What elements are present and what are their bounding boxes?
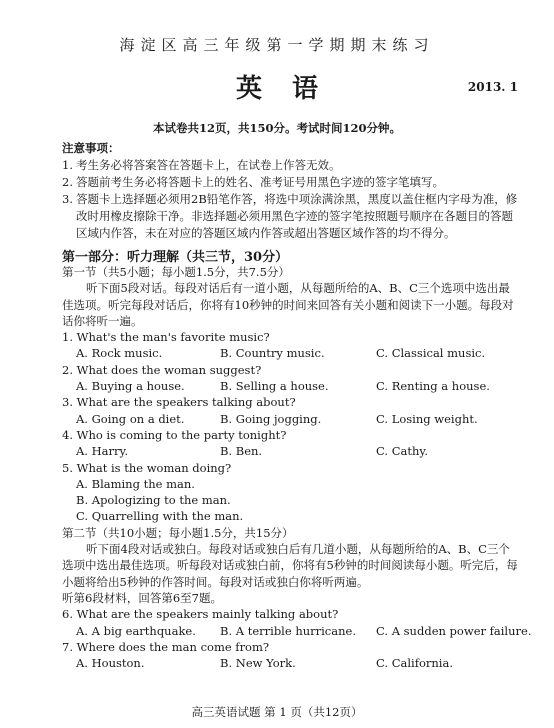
option-c: C. Quarrelling with the man. (76, 509, 244, 524)
option-b: B. A terrible hurricane. (220, 623, 356, 638)
question-7 (62, 639, 520, 672)
section2-instructions: 听下面4段对话或独白。每段对话或独白后有几道小题，从每题所给的A、B、C三个选项中选出最佳选项。听每段对话或独白前，你将有5秒钟的时间阅读每小题。听完后，每小题将给出5秒钟的作答时间。每段对话或独白你将听两遍。 (62, 542, 518, 589)
section1 (62, 264, 520, 525)
question-2 (62, 362, 520, 395)
option-b: B. Selling a house. (220, 379, 329, 394)
school-title: 海淀区高三年级第一学期期末练习 (119, 36, 435, 54)
question-1 (62, 329, 520, 362)
notice-item (62, 157, 518, 174)
part1-title: 第一部分：听力理解（共三节，30分） (62, 250, 289, 265)
option-c: C. Renting a house. (376, 379, 490, 394)
notice-section (62, 140, 518, 242)
notice-item-text: 答题前考生务必将答题卡上的姓名、准考证号用黑色字迹的签字笔填写。 (76, 175, 444, 189)
options-row (62, 655, 520, 671)
question-4 (62, 427, 520, 460)
notice-item (62, 174, 518, 191)
question-6 (62, 606, 532, 639)
option-b: B. Ben. (220, 444, 263, 459)
option-a: A. Going on a diet. (76, 411, 185, 426)
section2 (62, 525, 532, 672)
option-c: C. California. (376, 656, 453, 671)
option-a: A. Harry. (76, 444, 129, 459)
notice-item-text: 考生务必将答案答在答题卡上，在试卷上作答无效。 (76, 158, 341, 172)
notice-item-text: 答题卡上选择题必须用2B铅笔作答，将选中项涂满涂黑，黑度以盖住框内字母为准，修改时用橡皮擦除干净。非选择题必须用黑色字迹的签字笔按照题号顺序在各题目的答题区域内作答，未在对应的答题区域内作答或超出答题区域作答的均不得分。 (76, 192, 518, 240)
section2-heading: 第二节（共10小题；每小题1.5分，共15分） (62, 525, 294, 540)
listening-content (62, 264, 532, 671)
option-c: C. A sudden power failure. (376, 623, 532, 638)
option-b: B. Going jogging. (220, 411, 322, 426)
option-c: C. Classical music. (376, 346, 486, 361)
exam-year: 2013. 1 (467, 80, 518, 94)
options-row (62, 443, 520, 459)
option-c: C. Losing weight. (376, 411, 478, 426)
section1-heading: 第一节（共5小题；每小题1.5分，共7.5分） (62, 265, 290, 279)
notice-item (62, 191, 518, 242)
question-stem: 2. What does the woman suggest? (62, 362, 262, 377)
question-stem: 1. What's the man's favorite music? (62, 330, 270, 345)
question-stem: 4. Who is coming to the party tonight? (62, 427, 287, 442)
options-row (62, 411, 520, 427)
option-a: A. A big earthquake. (76, 623, 196, 638)
material-note: 听第6段材料，回答第6至7题。 (62, 590, 222, 605)
question-5 (62, 460, 520, 525)
option-a: A. Rock music. (76, 346, 163, 361)
options-row (62, 623, 532, 639)
page-footer: 高三英语试题 第 1 页（共12页） (191, 705, 363, 719)
notice-item-number: 2. (62, 175, 73, 189)
notice-item-number: 1. (62, 158, 73, 172)
option-b: B. New York. (220, 656, 296, 671)
option-a: A. Houston. (76, 656, 145, 671)
question-stem: 5. What is the woman doing? (62, 460, 232, 475)
options-row (62, 345, 520, 361)
option-a: A. Blaming the man. (76, 476, 195, 491)
exam-info: 本试卷共12页，共150分。考试时间120分钟。 (152, 121, 401, 135)
options-row (62, 378, 520, 394)
question-stem: 6. What are the speakers mainly talking about? (62, 607, 339, 622)
option-c: C. Cathy. (376, 444, 429, 459)
question-stem: 3. What are the speakers talking about? (62, 395, 296, 410)
question-3 (62, 394, 520, 427)
option-b: B. Apologizing to the man. (76, 493, 231, 508)
notice-heading: 注意事项： (62, 141, 120, 155)
notice-item-number: 3. (62, 192, 73, 206)
subject-title: 英语 (235, 74, 348, 104)
option-b: B. Country music. (220, 346, 325, 361)
question-stem: 7. Where does the man come from? (62, 639, 270, 654)
option-a: A. Buying a house. (76, 379, 185, 394)
section1-instructions: 听下面5段对话。每段对话后有一道小题，从每题所给的A、B、C三个选项中选出最佳选项。听完每段对话后，你将有10秒钟的时间来回答有关小题和阅读下一小题。每段对话你将听一遍。 (62, 281, 514, 328)
